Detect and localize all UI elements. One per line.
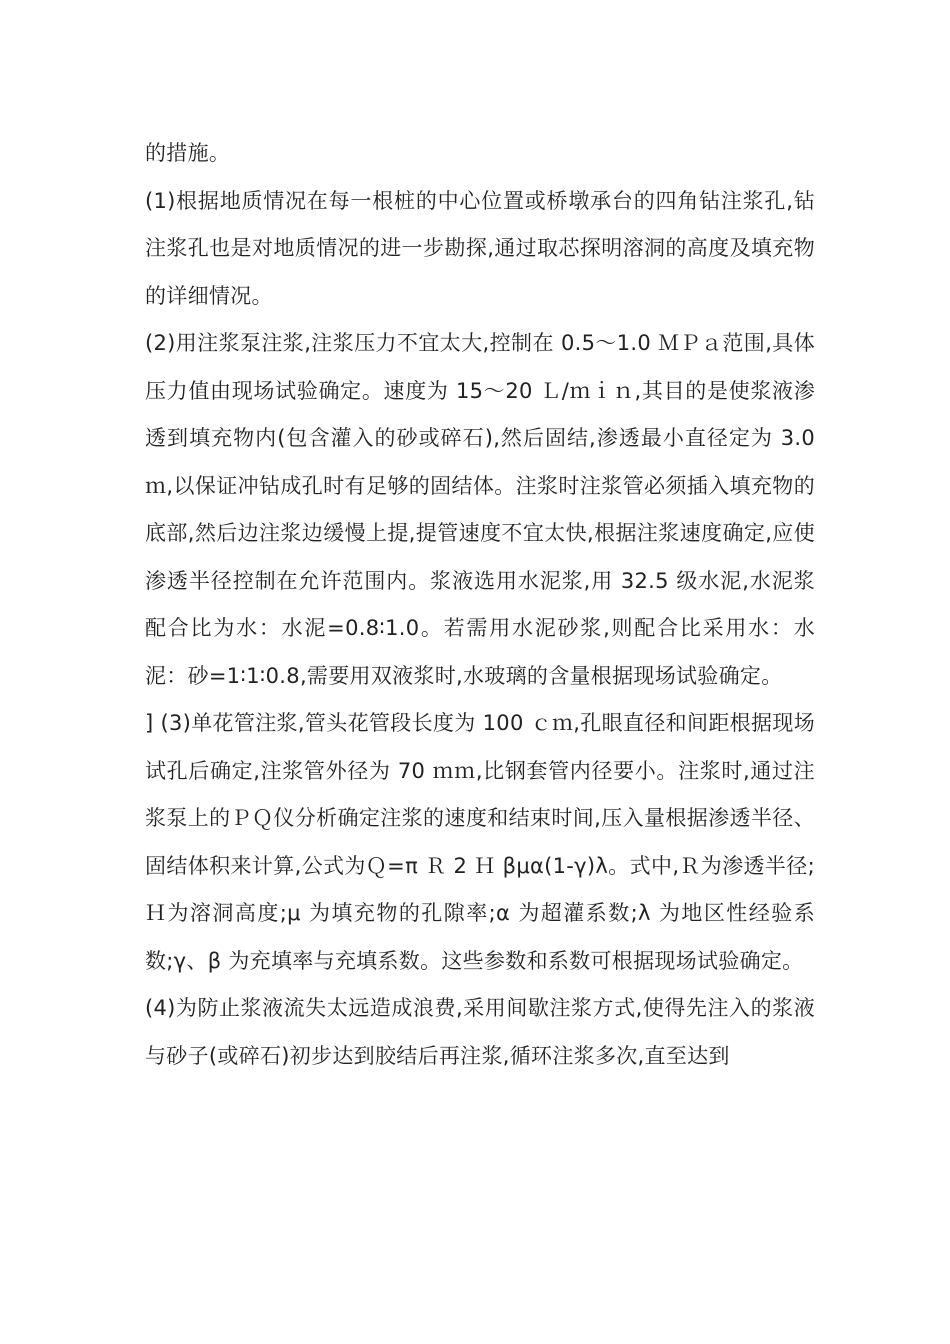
paragraph-step-1: (1)根据地质情况在每一根桩的中心位置或桥墩承台的四角钻注浆孔,钻注浆孔也是对地质情况的进一步勘探,通过取芯探明溶洞的高度及填充物的详细情况。 bbox=[145, 188, 815, 308]
paragraph-continuation: 的措施。 bbox=[145, 141, 231, 165]
paragraph-step-4: (4)为防止浆液流失太远造成浪费,采用间歇注浆方式,使得先注入的浆液与砂子(或碎石)初步达到胶结后再注浆,循环注浆多次,直至达到 bbox=[145, 996, 815, 1068]
document-body bbox=[145, 130, 815, 1080]
paragraph-step-3: ] (3)单花管注浆,管头花管段长度为 100 ｃｍ,孔眼直径和间距根据现场试孔后确定,注浆管外径为 70 ｍｍ,比钢套管内径要小。注浆时,通过注浆泵上的ＰＱ仪分析确定注浆的速度和结束时间,压入量根据渗透半径、固结体积来计算,公式为Ｑ=π Ｒ 2 Ｈ βμα(1-γ)λ。式中,Ｒ为渗透半径;Ｈ为溶洞高度;μ 为填充物的孔隙率;α 为超灌系数;λ 为地区性经验系数;γ、β 为充填率与充填系数。这些参数和系数可根据现场试验确定。 bbox=[145, 711, 815, 973]
paragraph-step-2: (2)用注浆泵注浆,注浆压力不宜太大,控制在 0.5～1.0 ＭＰａ范围,具体压力值由现场试验确定。速度为 15～20 Ｌ/ｍｉｎ,其目的是使浆液渗透到填充物内(包含灌入的砂或碎石),然后固结,渗透最小直径定为 3.0 ｍ,以保证冲钻成孔时有足够的固结体。注浆时注浆管必须插入填充物的底部,然后边注浆边缓慢上提,提管速度不宜太快,根据注浆速度确定,应使渗透半径控制在允许范围内。浆液选用水泥浆,用 32.5 级水泥,水泥浆配合比为水：水泥=0.8∶1.0。若需用水泥砂浆,则配合比采用水：水泥：砂=1∶1∶0.8,需要用双液浆时,水玻璃的含量根据现场试验确定。 bbox=[145, 331, 815, 688]
